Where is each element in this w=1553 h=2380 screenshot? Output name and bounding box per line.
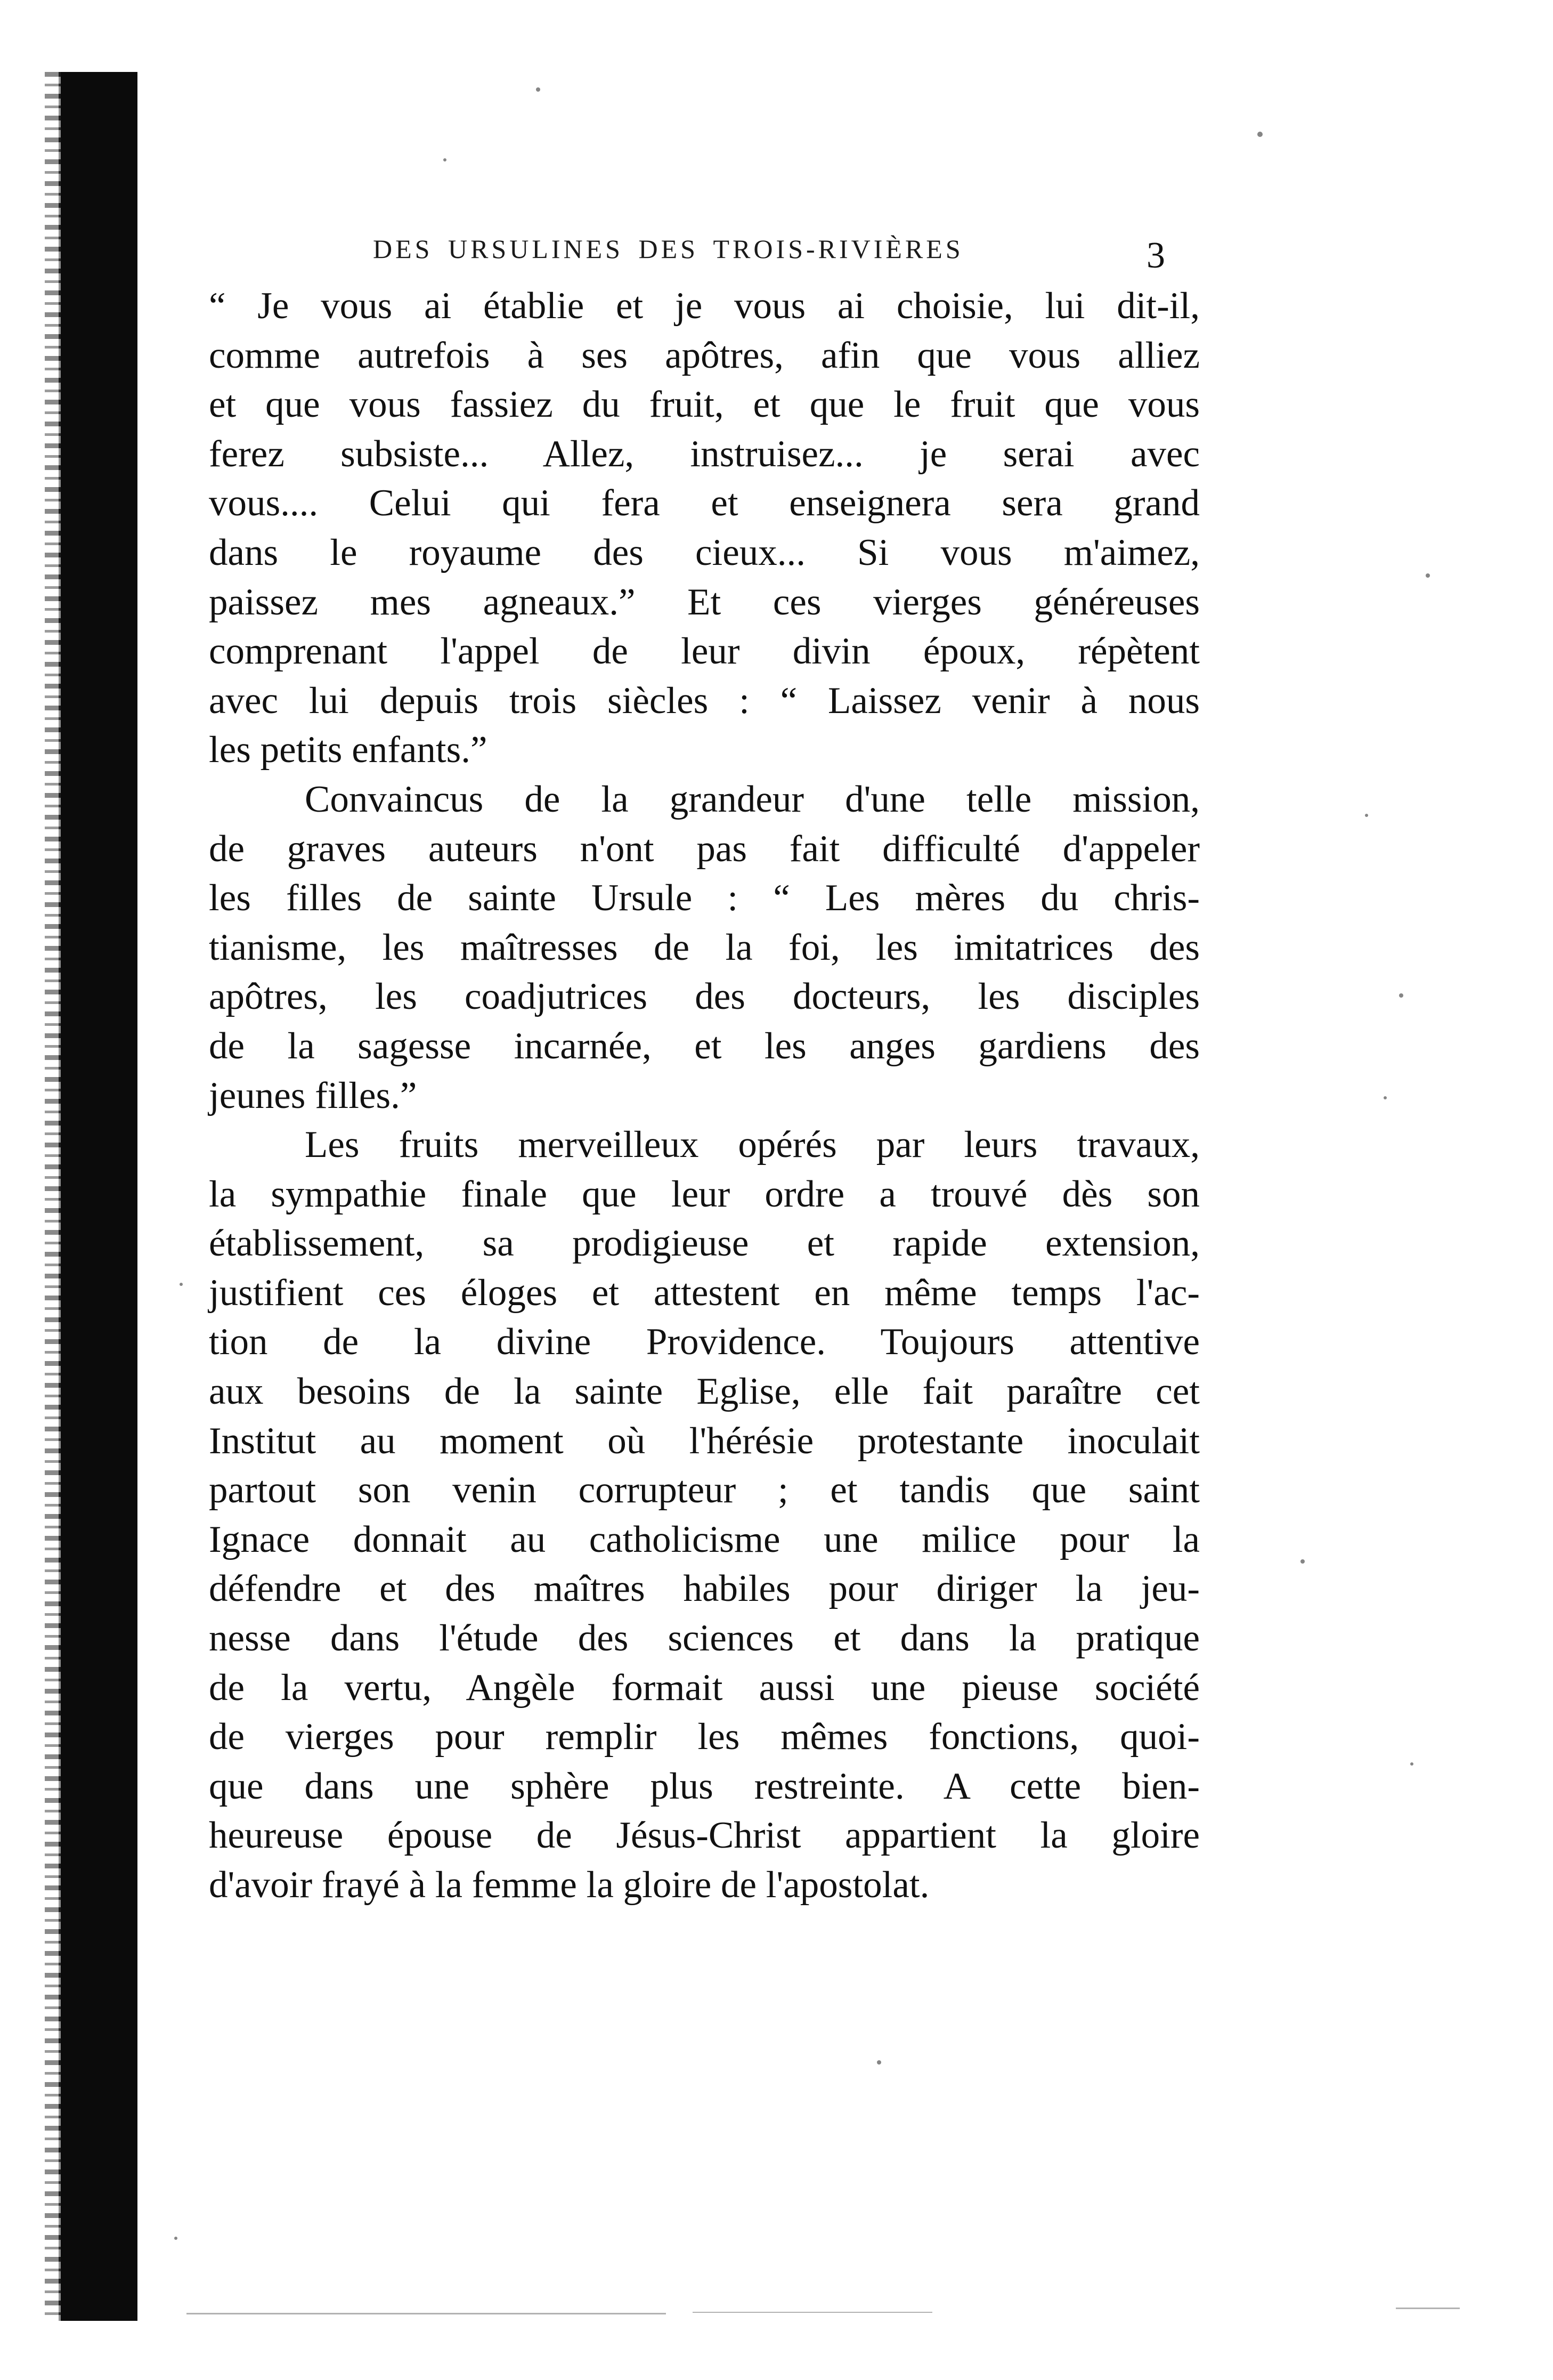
text-line: apôtres, les coadjutrices des docteurs, les disciples: [209, 976, 1200, 1018]
text-line: partout son venin corrupteur ; et tandis que saint: [209, 1469, 1200, 1511]
text-line: dans le royaume des cieux... Si vous m'aimez,: [209, 531, 1200, 573]
running-head: DES URSULINES DES TROIS-RIVIÈRES: [373, 234, 964, 264]
text-line: nesse dans l'étude des sciences et dans la pratique: [209, 1617, 1200, 1659]
text-line: ferez subsiste... Allez, instruisez... je serai avec: [209, 433, 1200, 475]
text-line: de vierges pour remplir les mêmes fonctions, quoi-: [209, 1716, 1200, 1758]
text-line: les filles de sainte Ursule : “ Les mères du chris-: [209, 877, 1200, 919]
text-line: heureuse épouse de Jésus-Christ appartient la gloire: [209, 1815, 1200, 1857]
text-line: “ Je vous ai établie et je vous ai choisie, lui dit-il,: [209, 285, 1200, 327]
text-line: paissez mes agneaux.” Et ces vierges généreuses: [209, 581, 1200, 623]
text-line: Institut au moment où l'hérésie protestante inoculait: [209, 1420, 1200, 1462]
text-line: Ignace donnait au catholicisme une milice pour la: [209, 1518, 1200, 1560]
text-line: tion de la divine Providence. Toujours attentive: [209, 1321, 1200, 1363]
book-spine-shadow: [59, 72, 137, 2321]
text-line: Les fruits merveilleux opérés par leurs travaux,: [305, 1124, 1200, 1166]
text-line: justifient ces éloges et attestent en même temps l'ac-: [209, 1272, 1200, 1314]
text-line: de la vertu, Angèle formait aussi une pieuse société: [209, 1666, 1200, 1709]
text-line: d'avoir frayé à la femme la gloire de l'apostolat.: [209, 1864, 930, 1906]
text-line: tianisme, les maîtresses de la foi, les imitatrices des: [209, 926, 1200, 968]
page-number: 3: [1147, 235, 1165, 276]
text-line: la sympathie finale que leur ordre a trouvé dès son: [209, 1173, 1200, 1215]
text-line: vous.... Celui qui fera et enseignera sera grand: [209, 482, 1200, 524]
text-line: Convaincus de la grandeur d'une telle mission,: [305, 778, 1200, 820]
text-line: jeunes filles.”: [209, 1074, 417, 1116]
text-line: avec lui depuis trois siècles : “ Laissez venir à nous: [209, 679, 1200, 722]
text-line: les petits enfants.”: [209, 729, 487, 771]
text-line: établissement, sa prodigieuse et rapide extension,: [209, 1223, 1200, 1265]
text-line: comprenant l'appel de leur divin époux, répètent: [209, 630, 1200, 673]
text-line: de la sagesse incarnée, et les anges gardiens des: [209, 1025, 1200, 1067]
text-line: aux besoins de la sainte Eglise, elle fait paraître cet: [209, 1371, 1200, 1413]
text-line: comme autrefois à ses apôtres, afin que vous alliez: [209, 334, 1200, 376]
body-text: [209, 281, 1200, 1910]
text-line: défendre et des maîtres habiles pour diriger la jeu-: [209, 1568, 1200, 1610]
text-line: et que vous fassiez du fruit, et que le fruit que vous: [209, 384, 1200, 426]
text-line: que dans une sphère plus restreinte. A cette bien-: [209, 1765, 1200, 1807]
text-line: de graves auteurs n'ont pas fait difficulté d'appeler: [209, 828, 1200, 870]
